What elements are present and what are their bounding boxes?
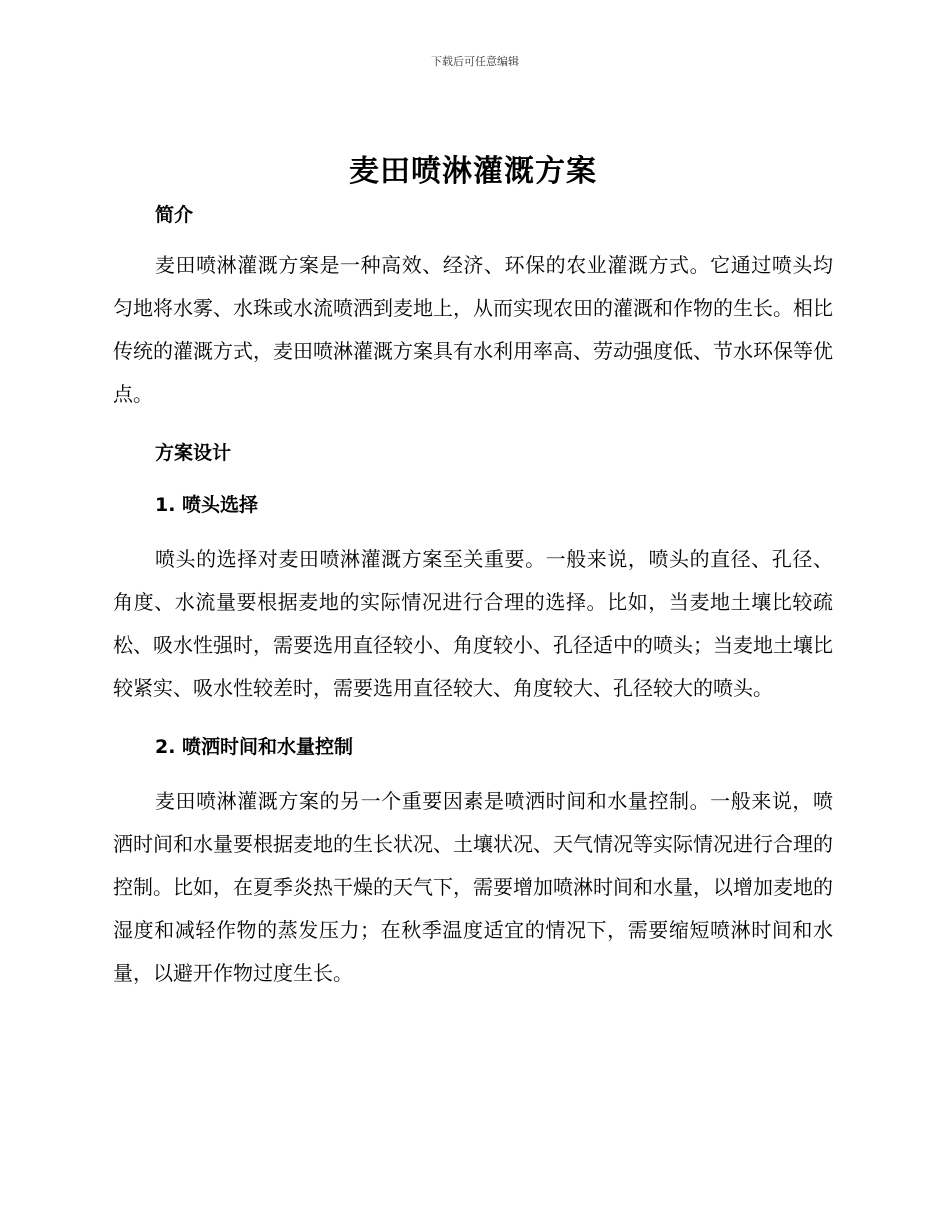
document-body	[113, 150, 833, 995]
paragraph-timing: 麦田喷淋灌溉方案的另一个重要因素是喷洒时间和水量控制。一般来说，喷洒时间和水量要根据麦地的生长状况、土壤状况、天气情况等实际情况进行合理的控制。比如，在夏季炎热干燥的天气下，需要增加喷淋时间和水量，以增加麦地的湿度和减轻作物的蒸发压力；在秋季温度适宜的情况下，需要缩短喷淋时间和水量，以避开作物过度生长。	[113, 789, 833, 985]
section-heading-design: 方案设计	[155, 442, 232, 464]
section-heading-intro: 简介	[155, 204, 194, 226]
page-header-note: 下载后可任意编辑	[431, 55, 519, 68]
paragraph-nozzle: 喷头的选择对麦田喷淋灌溉方案至关重要。一般来说，喷头的直径、孔径、角度、水流量要根据麦地的实际情况进行合理的选择。比如，当麦地土壤比较疏松、吸水性强时，需要选用直径较小、角度较小、孔径适中的喷头；当麦地土壤比较紧实、吸水性较差时，需要选用直径较大、角度较大、孔径较大的喷头。	[113, 547, 833, 700]
subsection-heading-timing: 2. 喷洒时间和水量控制	[155, 736, 354, 758]
paragraph-intro: 麦田喷淋灌溉方案是一种高效、经济、环保的农业灌溉方式。它通过喷头均匀地将水雾、水珠或水流喷洒到麦地上，从而实现农田的灌溉和作物的生长。相比传统的灌溉方式，麦田喷淋灌溉方案具有水利用率高、劳动强度低、节水环保等优点。	[113, 253, 833, 406]
document-title: 麦田喷淋灌溉方案	[349, 154, 597, 189]
subsection-heading-nozzle: 1. 喷头选择	[155, 494, 259, 516]
